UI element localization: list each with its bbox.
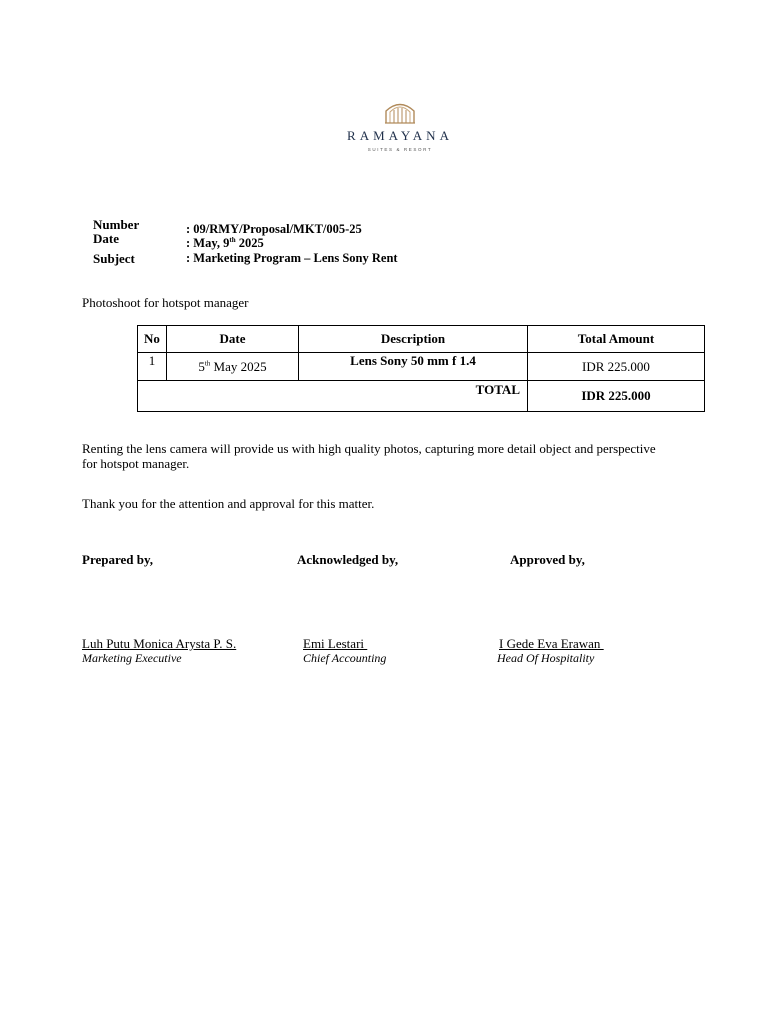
logo-tagline: SUITES & RESORT (367, 147, 433, 152)
col-header-date: Date (167, 326, 299, 353)
date-label: Date (93, 231, 119, 246)
table-header-row (138, 326, 705, 353)
number-label: Number (93, 217, 140, 232)
approved-by-name: I Gede Eva Erawan (499, 636, 604, 651)
col-header-total-amount: Total Amount (528, 326, 705, 353)
col-header-description: Description (299, 326, 528, 353)
prepared-by-label: Prepared by, (82, 552, 154, 567)
number-value: : 09/RMY/Proposal/MKT/005-25 (186, 222, 362, 236)
approved-by-label: Approved by, (510, 552, 585, 567)
acknowledged-by-name: Emi Lestari (303, 636, 368, 651)
cell-no: 1 (138, 353, 167, 381)
items-table (137, 325, 705, 412)
acknowledged-by-label: Acknowledged by, (297, 552, 399, 567)
thanks-text: Thank you for the attention and approval for this matter. (82, 496, 375, 511)
temple-gate-icon (384, 100, 416, 124)
total-value: IDR 225.000 (528, 381, 705, 412)
total-row (138, 381, 705, 412)
subject-value: : Marketing Program – Lens Sony Rent (186, 251, 398, 265)
cell-description: Lens Sony 50 mm f 1.4 (299, 353, 528, 381)
company-logo (320, 98, 480, 160)
total-label: TOTAL (138, 381, 528, 412)
body-line-2: for hotspot manager. (82, 456, 190, 471)
col-header-no: No (138, 326, 167, 353)
table-row (138, 353, 705, 381)
body-line-1: Renting the lens camera will provide us with high quality photos, capturing more detail object and perspective (82, 441, 656, 456)
acknowledged-by-title: Chief Accounting (303, 651, 387, 665)
prepared-by-title: Marketing Executive (82, 651, 182, 665)
prepared-by-name: Luh Putu Monica Arysta P. S. (82, 636, 237, 651)
date-value: : May, 9th 2025 (186, 235, 264, 250)
logo-wordmark: RAMAYANA (347, 128, 453, 143)
cell-amount: IDR 225.000 (528, 353, 705, 381)
subject-label: Subject (93, 251, 135, 266)
intro-text: Photoshoot for hotspot manager (82, 295, 249, 310)
approved-by-title: Head Of Hospitality (497, 651, 595, 665)
cell-date: 5th May 2025 (167, 353, 299, 381)
